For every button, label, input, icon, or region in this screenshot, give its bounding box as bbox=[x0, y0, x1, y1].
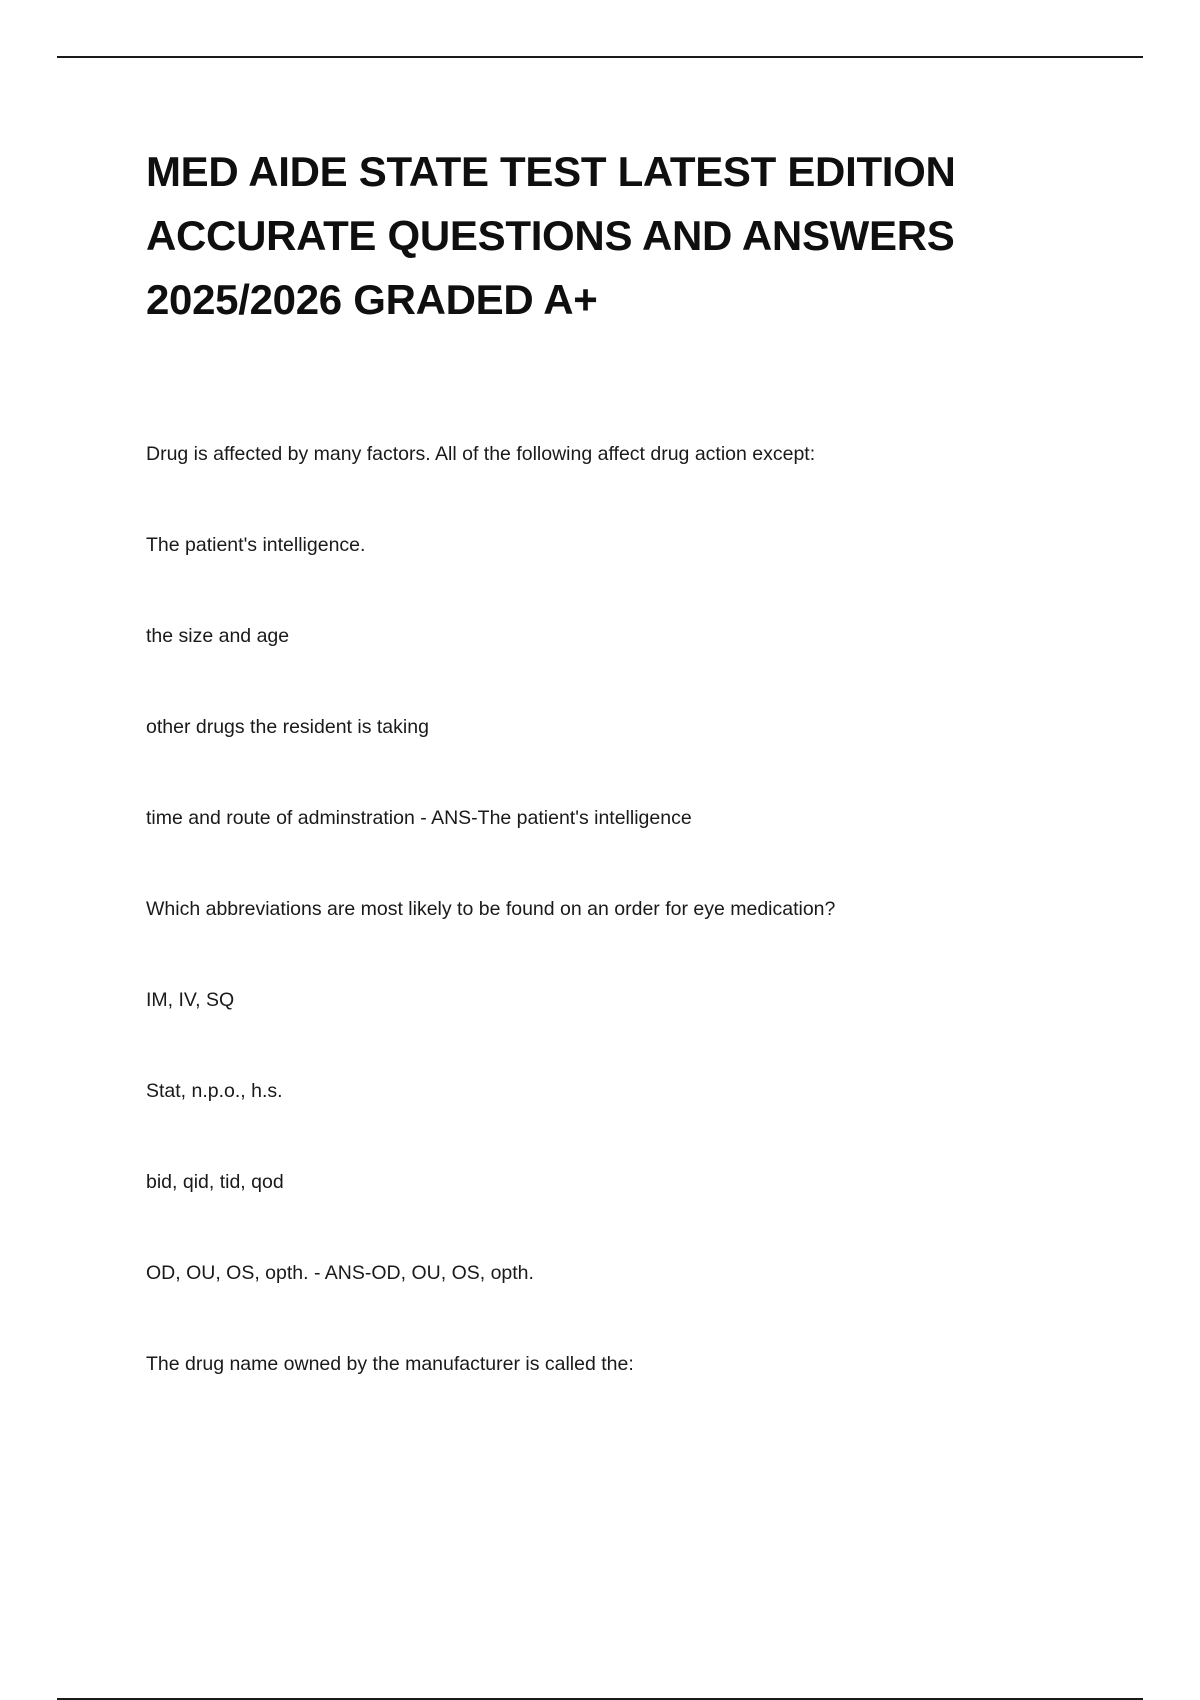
answer-option: bid, qid, tid, qod bbox=[146, 1171, 284, 1193]
title-line-3: 2025/2026 GRADED A+ bbox=[146, 276, 598, 323]
answer-option: other drugs the resident is taking bbox=[146, 716, 429, 738]
question-text: Which abbreviations are most likely to be found on an order for eye medication? bbox=[146, 898, 836, 920]
answer-option: Stat, n.p.o., h.s. bbox=[146, 1080, 283, 1102]
answer-option: The patient's intelligence. bbox=[146, 534, 366, 556]
answer-option: the size and age bbox=[146, 625, 290, 647]
top-divider bbox=[57, 56, 1143, 58]
answer-option-with-key: time and route of adminstration - ANS-The patient's intelligence bbox=[146, 807, 692, 829]
answer-option-with-key: OD, OU, OS, opth. - ANS-OD, OU, OS, opth. bbox=[146, 1262, 534, 1284]
title-line-2: ACCURATE QUESTIONS AND ANSWERS bbox=[146, 212, 955, 259]
document-title bbox=[146, 140, 1046, 332]
question-text: The drug name owned by the manufacturer is called the: bbox=[146, 1353, 634, 1375]
title-line-1: MED AIDE STATE TEST LATEST EDITION bbox=[146, 148, 956, 195]
question-text: Drug is affected by many factors. All of the following affect drug action except: bbox=[146, 443, 816, 465]
question-answer-list bbox=[146, 441, 1106, 1442]
answer-option: IM, IV, SQ bbox=[146, 989, 235, 1011]
